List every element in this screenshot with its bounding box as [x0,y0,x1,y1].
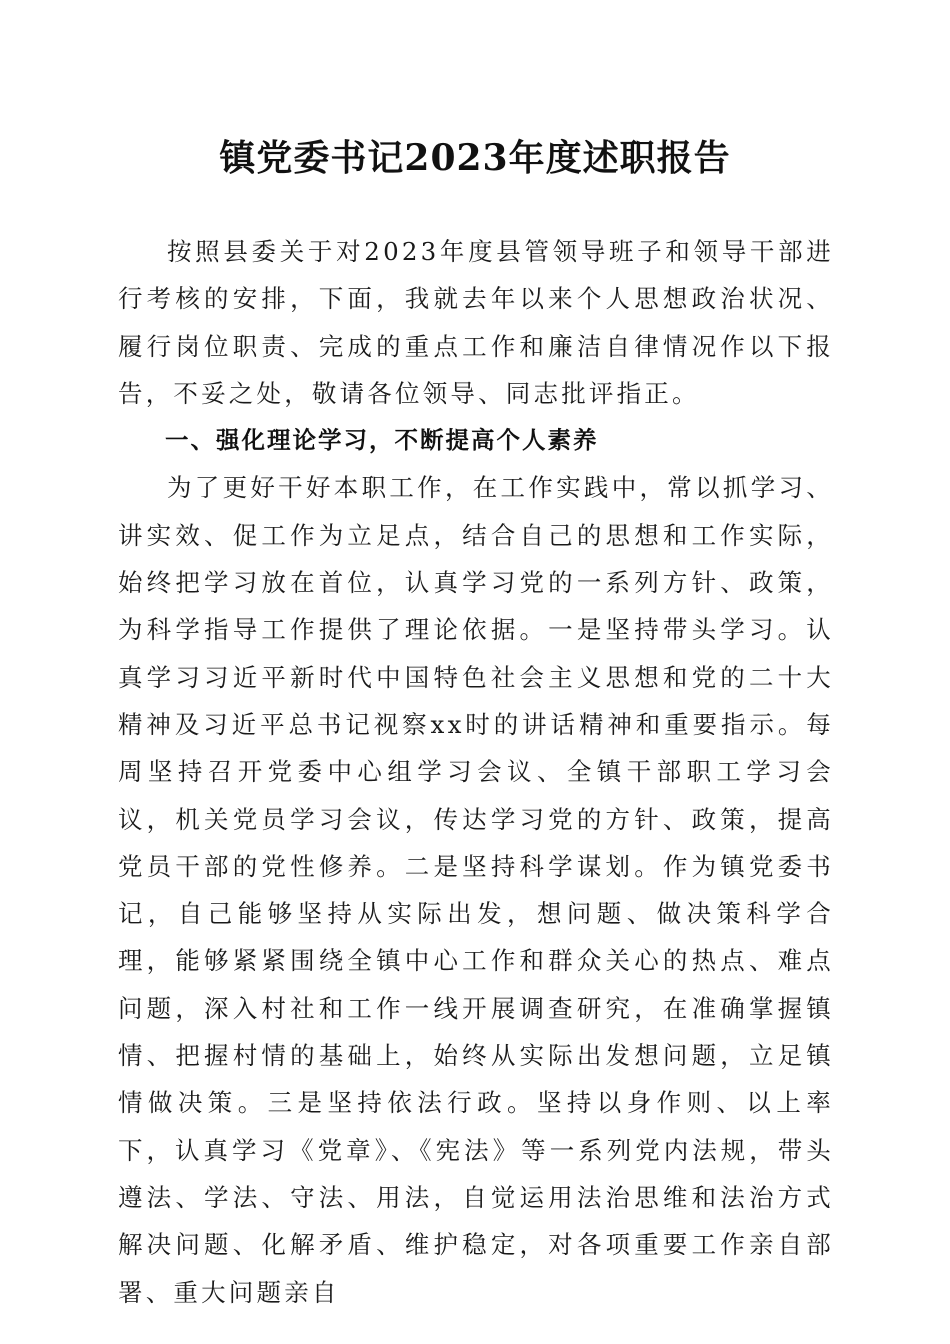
intro-paragraph: 按照县委关于对2023年度县管领导班子和领导干部进行考核的安排，下面，我就去年以来个人思想政治状况、履行岗位职责、完成的重点工作和廉洁自律情况作以下报告，不妥之处，敬请各位领导、同志批评指正。 [118,237,834,408]
section-paragraph: 为了更好干好本职工作，在工作实践中，常以抓学习、讲实效、促工作为立足点，结合自己的思想和工作实际，始终把学习放在首位，认真学习党的一系列方针、政策，为科学指导工作提供了理论依据。一是坚持带头学习。认真学习习近平新时代中国特色社会主义思想和党的二十大精神及习近平总书记视察xx时的讲话精神和重要指示。每周坚持召开党委中心组学习会议、全镇干部职工学习会议，机关党员学习会议，传达学习党的方针、政策，提高党员干部的党性修养。二是坚持科学谋划。作为镇党委书记，自己能够坚持从实际出发，想问题、做决策科学合理，能够紧紧围绕全镇中心工作和群众关心的热点、难点问题，深入村社和工作一线开展调查研究，在准确掌握镇情、把握村情的基础上，始终从实际出发想问题，立足镇情做决策。三是坚持依法行政。坚持以身作则、以上率下，认真学习《党章》、《宪法》等一系列党内法规，带头遵法、学法、守法、用法，自觉运用法治思维和法治方式解决问题、化解矛盾、维护稳定，对各项重要工作亲自部署、重大问题亲自 [118,473,834,1307]
document-body [118,228,834,1316]
document-title: 镇党委书记2023年度述职报告 [219,137,731,179]
section-heading: 一、强化理论学习，不断提高个人素养 [165,426,599,455]
